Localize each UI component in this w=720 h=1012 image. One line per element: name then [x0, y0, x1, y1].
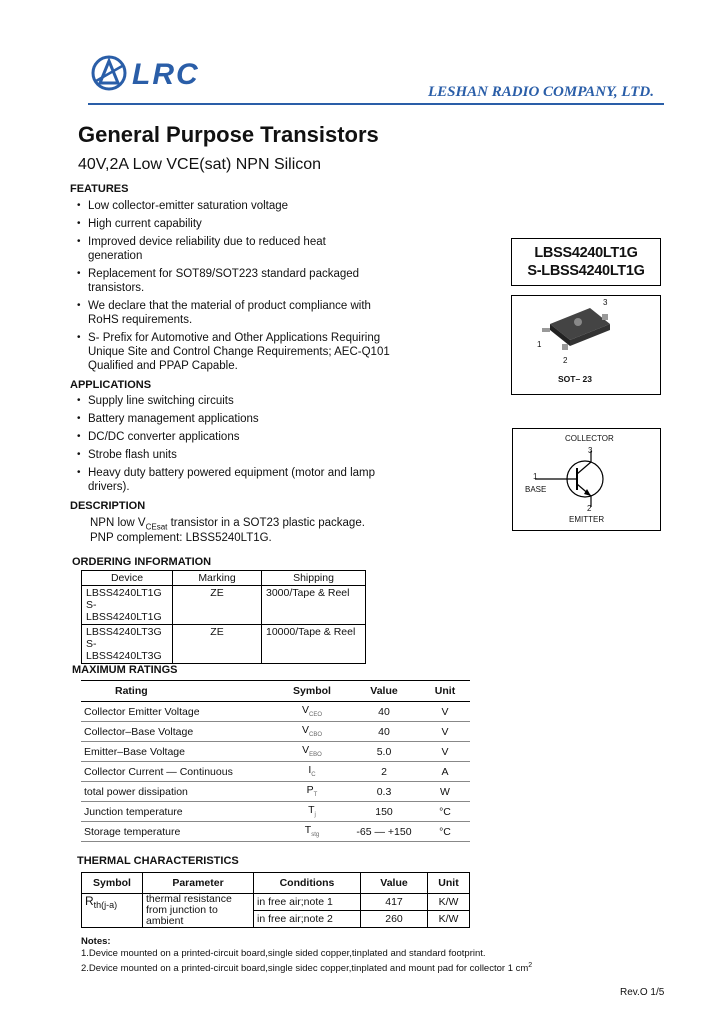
table-header: Parameter	[143, 873, 254, 894]
table-row	[82, 625, 366, 664]
table-header: Unit	[420, 681, 470, 702]
emitter-label: EMITTER	[569, 515, 605, 524]
symbol-cell	[276, 782, 348, 802]
conditions-cell: in free air;note 1	[254, 894, 361, 911]
table-row	[82, 586, 366, 625]
description-sub: CEsat	[145, 522, 168, 532]
symbol-sub: EBO	[309, 752, 322, 759]
symbol: T	[304, 824, 312, 837]
description-text: NPN low V	[90, 517, 146, 529]
applications-list	[74, 394, 374, 498]
package-label: SOT– 23	[558, 374, 593, 384]
header-rule	[88, 103, 664, 105]
value-cell: 5.0	[348, 742, 420, 762]
npn-transistor-icon	[513, 429, 660, 530]
unit-cell: V	[420, 702, 470, 722]
ordering-table	[81, 570, 366, 664]
marking-cell: ZE	[173, 586, 262, 625]
symbol: R	[85, 894, 94, 908]
table-row	[81, 742, 470, 762]
rating-cell: Collector Emitter Voltage	[81, 702, 276, 722]
description-heading: DESCRIPTION	[70, 500, 146, 512]
symbol-sub: th(j-a)	[93, 900, 118, 911]
unit-cell: V	[420, 722, 470, 742]
table-header: Value	[348, 681, 420, 702]
max-ratings-heading: MAXIMUM RATINGS	[72, 664, 178, 676]
list-item: • We declare that the material of product compliance with RoHS requirements.	[74, 299, 388, 327]
symbol-sub: CBO	[309, 732, 323, 739]
table-header: Rating	[81, 681, 276, 702]
unit-cell: °C	[420, 802, 470, 822]
unit-cell: K/W	[428, 911, 470, 928]
value-cell: 150	[348, 802, 420, 822]
table-header: Value	[361, 873, 428, 894]
table-header: Marking	[173, 571, 262, 586]
table-header-row	[82, 571, 366, 586]
table-row	[81, 722, 470, 742]
shipping-cell: 10000/Tape & Reel	[262, 625, 366, 664]
device-cell	[82, 625, 173, 664]
pin-2-label: 2	[563, 356, 568, 365]
table-header-row	[82, 873, 470, 894]
max-ratings-table	[81, 680, 470, 842]
list-item: • S- Prefix for Automotive and Other Applications Requiring Unique Site and Control Change Requirements; AEC-Q101 Qualified and PPAP Capable.	[74, 331, 398, 373]
table-header: Unit	[428, 873, 470, 894]
collector-label: COLLECTOR	[565, 434, 614, 443]
rating-cell: Collector Current — Continuous	[81, 762, 276, 782]
symbol-cell	[276, 802, 348, 822]
symbol-cell	[276, 742, 348, 762]
unit-cell: K/W	[428, 894, 470, 911]
notes-heading: Notes:	[81, 936, 111, 947]
symbol: V	[301, 724, 309, 737]
package-box	[511, 295, 661, 395]
symbol: V	[302, 744, 310, 757]
schematic-box	[512, 428, 661, 531]
rating-cell: Emitter–Base Voltage	[81, 742, 276, 762]
pin-3-label: 3	[603, 298, 608, 307]
list-item: • Heavy duty battery powered equipment (motor and lamp drivers).	[74, 466, 378, 494]
pin-1-label: 1	[537, 340, 542, 349]
symbol-sub: T	[313, 792, 318, 799]
table-header: Shipping	[262, 571, 366, 586]
list-item: • Strobe flash units	[74, 448, 374, 462]
note-2-text: 2.Device mounted on a printed-circuit board,single sidec copper,tinplated and mount pad for collector 1 cm	[81, 963, 529, 975]
company-name: LESHAN RADIO COMPANY, LTD.	[428, 84, 655, 100]
rating-cell: total power dissipation	[81, 782, 276, 802]
value-cell: 40	[348, 722, 420, 742]
thermal-table	[81, 872, 470, 928]
features-list	[74, 199, 394, 377]
note-2-sup: 2	[528, 962, 533, 969]
part-number-1: LBSS4240LT1G	[534, 245, 638, 261]
thermal-heading: THERMAL CHARACTERISTICS	[77, 855, 239, 867]
marking-cell: ZE	[173, 625, 262, 664]
rating-cell: Collector–Base Voltage	[81, 722, 276, 742]
unit-cell: °C	[420, 822, 470, 842]
table-row	[81, 822, 470, 842]
part-number-box	[511, 238, 661, 286]
table-header-row	[81, 681, 470, 702]
symbol-cell	[276, 822, 348, 842]
description-text: transistor in a SOT23 plastic package.	[167, 517, 365, 529]
device-cell	[82, 586, 173, 625]
symbol: T	[308, 804, 315, 817]
list-item: • Low collector-emitter saturation voltage	[74, 199, 394, 213]
device-name: LBSS4240LT3G	[86, 626, 162, 638]
table-row	[81, 762, 470, 782]
base-label: BASE	[525, 485, 547, 494]
shipping-cell: 3000/Tape & Reel	[262, 586, 366, 625]
table-row	[81, 702, 470, 722]
parameter-cell: thermal resistance from junction to ambient	[143, 894, 254, 928]
unit-cell: V	[420, 742, 470, 762]
value-cell: 2	[348, 762, 420, 782]
symbol-sub: C	[311, 772, 316, 779]
table-header: Conditions	[254, 873, 361, 894]
symbol-sub: stg	[311, 832, 320, 839]
symbol-cell	[276, 702, 348, 722]
list-item: • Battery management applications	[74, 412, 374, 426]
table-row	[82, 894, 470, 911]
base-pin: 1	[533, 472, 538, 481]
emitter-pin: 2	[587, 504, 592, 513]
description-line-2: PNP complement: LBSS5240LT1G.	[90, 532, 272, 544]
device-name: S-LBSS4240LT1G	[86, 599, 162, 623]
list-item: • Replacement for SOT89/SOT223 standard packaged transistors.	[74, 267, 368, 295]
table-row	[81, 802, 470, 822]
symbol-cell	[82, 894, 143, 928]
symbol: V	[301, 704, 309, 717]
symbol: P	[306, 784, 314, 797]
value-cell: -65 — +150	[348, 822, 420, 842]
symbol-cell	[276, 762, 348, 782]
logo-text: LRC	[132, 58, 200, 91]
table-header: Symbol	[276, 681, 348, 702]
value-cell: 260	[361, 911, 428, 928]
note-2	[81, 960, 532, 975]
applications-heading: APPLICATIONS	[70, 379, 152, 391]
symbol-sub: j	[314, 812, 316, 819]
list-item: • High current capability	[74, 217, 394, 231]
table-header: Device	[82, 571, 173, 586]
value-cell: 417	[361, 894, 428, 911]
note-1: 1.Device mounted on a printed-circuit board,single sided copper,tinplated and standard footprint.	[81, 948, 486, 959]
revision-label: Rev.O 1/5	[620, 987, 665, 998]
value-cell: 40	[348, 702, 420, 722]
collector-pin: 3	[588, 446, 593, 455]
table-row	[81, 782, 470, 802]
list-item: • Supply line switching circuits	[74, 394, 374, 408]
table-header: Symbol	[82, 873, 143, 894]
unit-cell: W	[420, 782, 470, 802]
device-name: S-LBSS4240LT3G	[86, 638, 162, 662]
symbol-cell	[276, 722, 348, 742]
device-name: LBSS4240LT1G	[86, 587, 162, 599]
symbol: I	[308, 764, 312, 777]
list-item: • DC/DC converter applications	[74, 430, 374, 444]
conditions-cell: in free air;note 2	[254, 911, 361, 928]
ordering-heading: ORDERING INFORMATION	[72, 556, 212, 568]
list-item: • Improved device reliability due to reduced heat generation	[74, 235, 338, 263]
page-title: General Purpose Transistors	[78, 122, 379, 147]
unit-cell: A	[420, 762, 470, 782]
rating-cell: Storage temperature	[81, 822, 276, 842]
rating-cell: Junction temperature	[81, 802, 276, 822]
part-number-2: S-LBSS4240LT1G	[527, 263, 645, 279]
features-heading: FEATURES	[70, 183, 129, 195]
page-subtitle: 40V,2A Low VCE(sat) NPN Silicon	[78, 156, 322, 173]
value-cell: 0.3	[348, 782, 420, 802]
symbol-sub: CEO	[309, 712, 323, 719]
